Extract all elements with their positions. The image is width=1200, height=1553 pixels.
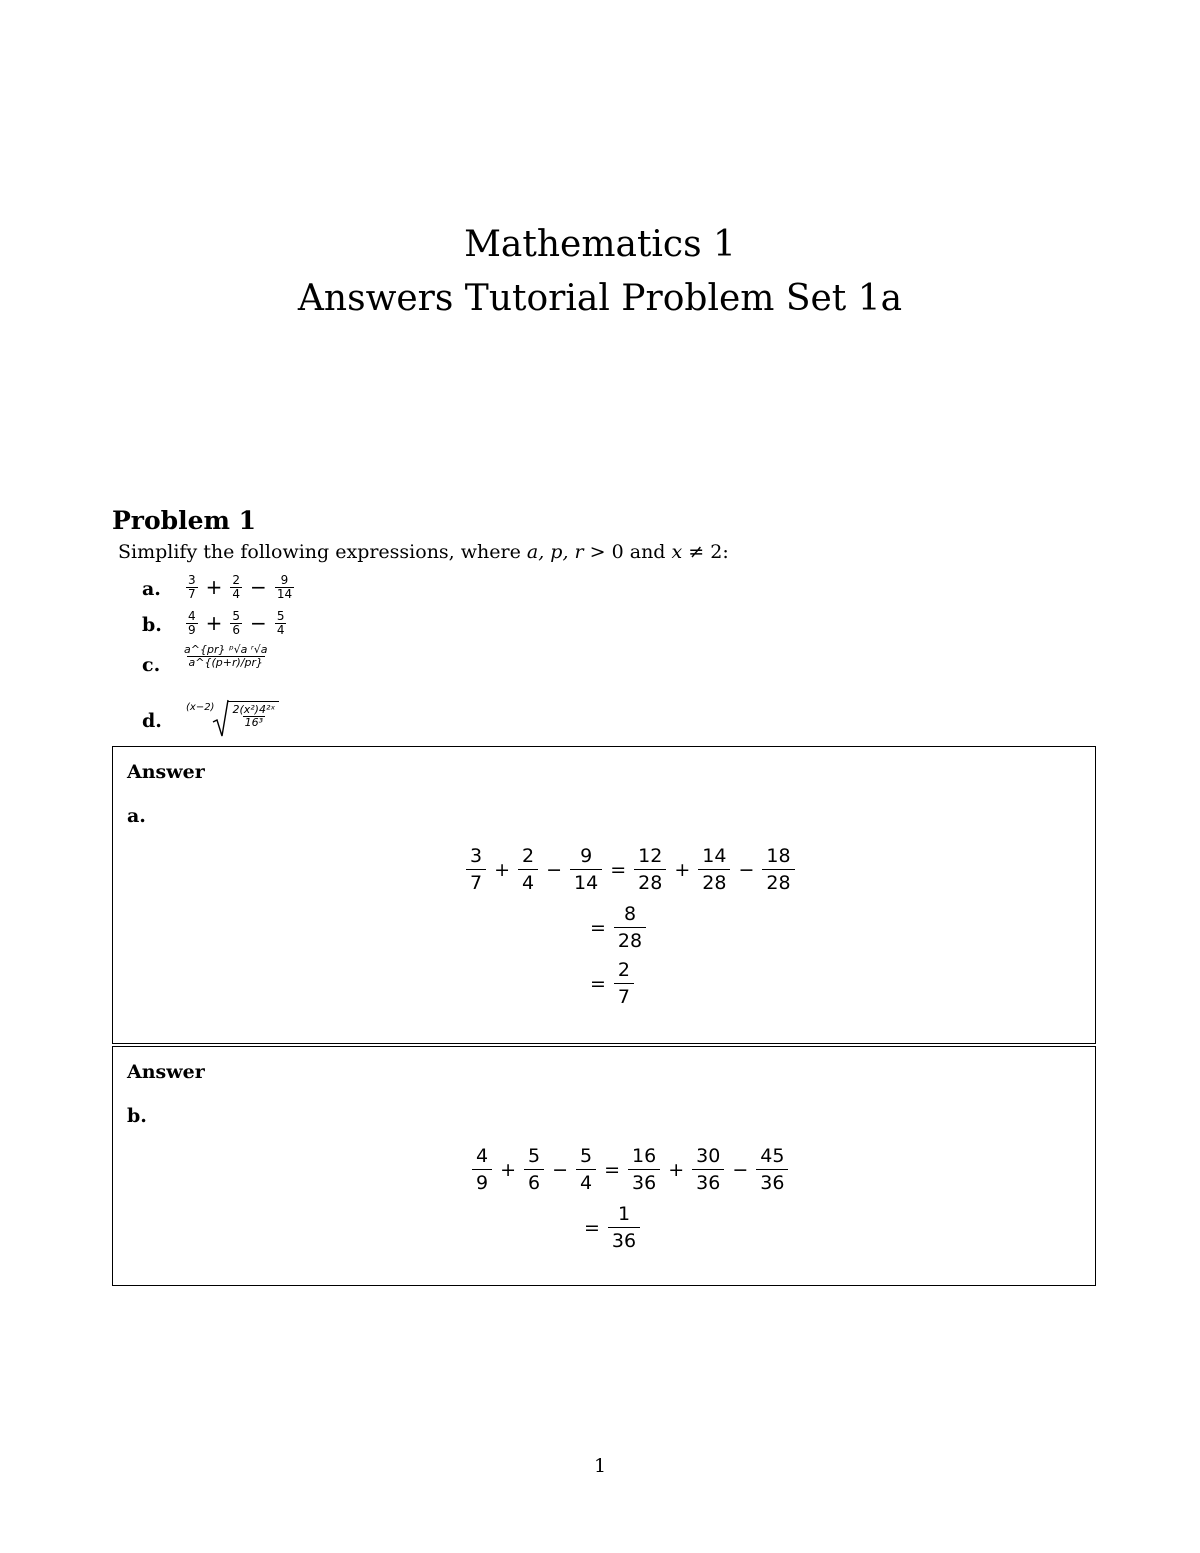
denominator: 36 <box>608 1227 640 1254</box>
fraction <box>466 843 486 896</box>
statement-variable-x: x <box>671 541 683 563</box>
derivation-row-2 <box>585 901 649 954</box>
equals-sign: = <box>604 1158 621 1181</box>
numerator: 12 <box>638 845 663 867</box>
equals-sign: = <box>590 916 606 939</box>
denominator: 28 <box>634 869 666 896</box>
operator: − <box>546 858 563 881</box>
denominator: 6 <box>232 622 241 637</box>
operator: − <box>250 611 267 636</box>
fraction <box>230 574 242 600</box>
fraction <box>634 843 666 896</box>
numerator: 2 <box>522 845 535 867</box>
equals-sign: = <box>590 972 606 995</box>
answer-box-b <box>112 1046 1096 1286</box>
denominator: 28 <box>614 927 646 954</box>
operator: + <box>205 575 223 600</box>
denominator: a^{(p+r)/pr} <box>188 655 263 669</box>
fraction <box>524 1143 544 1196</box>
problem-heading: Problem 1 <box>112 506 257 535</box>
denominator: 16³ <box>244 716 264 729</box>
item-expression <box>180 644 272 668</box>
numerator: 3 <box>188 573 196 587</box>
denominator: 9 <box>472 1169 492 1196</box>
denominator: 7 <box>466 869 486 896</box>
denominator: 6 <box>524 1169 544 1196</box>
denominator: 4 <box>576 1169 596 1196</box>
fraction <box>570 843 602 896</box>
operator: − <box>250 575 267 600</box>
fraction <box>518 843 538 896</box>
operator: + <box>674 858 691 881</box>
denominator: 28 <box>698 869 730 896</box>
numerator: 4 <box>188 609 196 623</box>
fraction <box>762 843 794 896</box>
fraction <box>182 644 270 668</box>
operator: + <box>205 611 223 636</box>
numerator: 5 <box>232 609 241 623</box>
denominator: 14 <box>276 586 293 601</box>
fraction <box>698 843 730 896</box>
derivation-row-3 <box>585 957 637 1010</box>
operator: + <box>668 1158 685 1181</box>
statement-condition-2: ≠ 2: <box>682 541 729 563</box>
denominator: 7 <box>614 983 634 1010</box>
item-expression <box>184 610 288 636</box>
derivation-row-1 <box>469 1143 791 1196</box>
numerator: 16 <box>632 1145 657 1167</box>
numerator: 8 <box>623 903 637 925</box>
numerator: 5 <box>276 609 285 623</box>
denominator: 36 <box>628 1169 660 1196</box>
operator: + <box>494 858 511 881</box>
fraction <box>186 610 198 636</box>
numerator: 9 <box>580 845 593 867</box>
derivation-row-2 <box>579 1201 643 1254</box>
radicand <box>228 701 279 728</box>
numerator: 9 <box>280 573 289 587</box>
numerator: 2 <box>232 573 241 587</box>
answer-title: Answer <box>127 761 205 783</box>
answer-part-label: a. <box>127 805 146 827</box>
item-expression <box>186 698 279 738</box>
numerator: 5 <box>580 1145 593 1167</box>
item-label: c. <box>142 654 161 676</box>
fraction <box>576 1143 596 1196</box>
denominator: 28 <box>762 869 794 896</box>
numerator: 2 <box>617 959 631 981</box>
answer-box-a <box>112 746 1096 1044</box>
denominator: 9 <box>188 622 196 637</box>
fraction <box>628 1143 660 1196</box>
fraction <box>608 1201 640 1254</box>
radical-index: (x−2) <box>186 702 215 713</box>
document-title <box>0 218 1200 326</box>
numerator: 1 <box>617 1203 631 1225</box>
numerator: 45 <box>760 1145 785 1167</box>
fraction <box>230 704 277 728</box>
denominator: 4 <box>276 622 285 637</box>
statement-variables: a, p, r <box>526 541 584 563</box>
fraction <box>472 1143 492 1196</box>
numerator: 4 <box>476 1145 489 1167</box>
denominator: 7 <box>188 586 196 601</box>
operator: − <box>738 858 755 881</box>
title-line-1: Mathematics 1 <box>464 224 736 265</box>
fraction <box>186 574 198 600</box>
answer-part-label: b. <box>127 1105 147 1127</box>
numerator: 30 <box>696 1145 721 1167</box>
fraction <box>275 574 294 600</box>
item-expression <box>184 574 296 600</box>
numerator: 2(x²)4²ˣ <box>232 703 276 717</box>
numerator: a^{pr} ᵖ√a ʳ√a <box>184 643 268 656</box>
denominator: 4 <box>232 586 241 601</box>
statement-prefix: Simplify the following expressions, where <box>118 541 527 563</box>
denominator: 4 <box>518 869 538 896</box>
equals-sign: = <box>584 1216 600 1239</box>
answer-title: Answer <box>127 1061 205 1083</box>
item-label: d. <box>142 710 162 732</box>
item-label: b. <box>142 614 162 636</box>
numerator: 3 <box>470 845 483 867</box>
operator: − <box>732 1158 749 1181</box>
numerator: 5 <box>528 1145 541 1167</box>
denominator: 36 <box>756 1169 788 1196</box>
title-line-2: Answers Tutorial Problem Set 1a <box>297 278 903 319</box>
page-number: 1 <box>593 1455 607 1477</box>
denominator: 36 <box>692 1169 724 1196</box>
derivation-row-1 <box>463 843 798 896</box>
equals-sign: = <box>610 858 627 881</box>
fraction <box>614 901 646 954</box>
numerator: 14 <box>702 845 727 867</box>
fraction <box>692 1143 724 1196</box>
fraction <box>230 610 242 636</box>
numerator: 18 <box>766 845 791 867</box>
fraction <box>275 610 287 636</box>
problem-statement <box>118 541 729 563</box>
statement-condition-1: > 0 and <box>583 541 672 563</box>
fraction <box>756 1143 788 1196</box>
operator: − <box>552 1158 569 1181</box>
denominator: 14 <box>570 869 602 896</box>
operator: + <box>500 1158 517 1181</box>
item-label: a. <box>142 578 161 600</box>
fraction <box>614 957 634 1010</box>
